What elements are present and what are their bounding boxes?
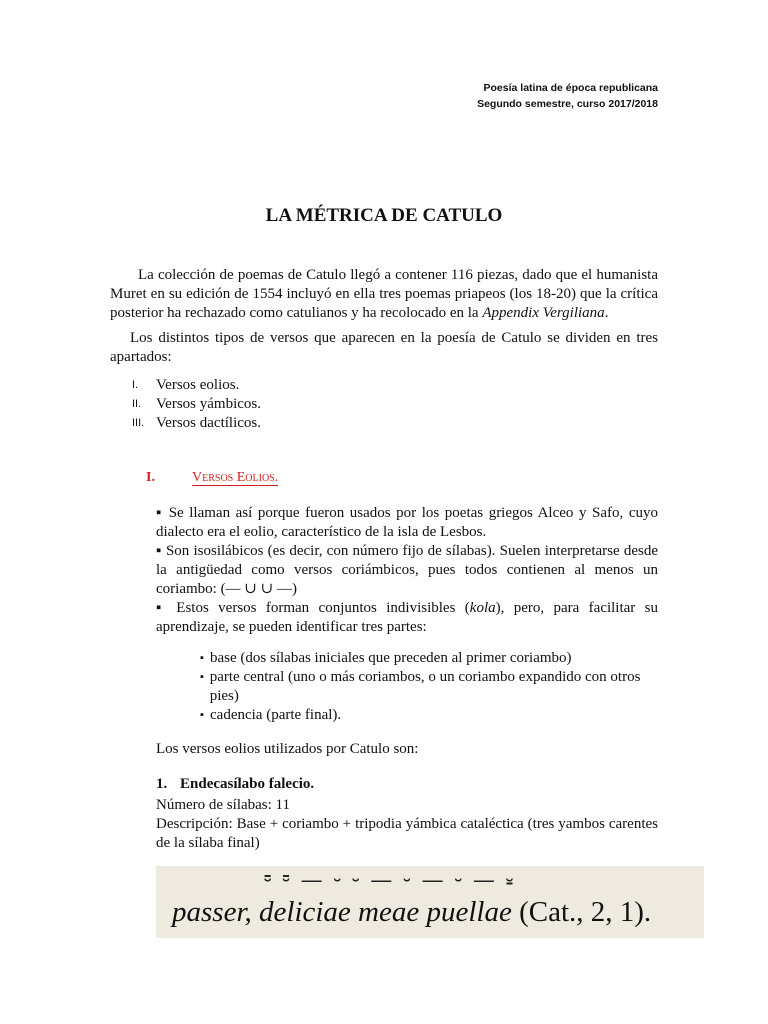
- meter-description: Descripción: Base + coriambo + tripodia yámbica cataléctica (tres yambos carentes de la sílaba final): [156, 816, 658, 851]
- list-item: I. Versos eolios.: [132, 377, 240, 393]
- intro-paragraph-1: La colección de poemas de Catulo llegó a contener 116 piezas, dado que el humanista Muret en su edición de 1554 incluyó en ella tres poemas priapeos (los 18-20) que la crítica posterior ha rechazado como catulianos y ha recolocado en la Appendix Vergiliana.: [110, 267, 658, 321]
- meter-heading: 1. Endecasílabo falecio.: [156, 776, 315, 792]
- verse-line: passer, deliciae meae puellae (Cat., 2, 1).: [172, 896, 652, 928]
- page-title: LA MÉTRICA DE CATULO: [265, 205, 503, 226]
- course-header: [477, 80, 658, 112]
- section-title: Versos Eolios.: [192, 470, 279, 485]
- course-semester: Segundo semestre, curso 2017/2018: [477, 98, 658, 110]
- appendix-title: Appendix Vergiliana: [482, 305, 605, 321]
- parts-list: [200, 649, 660, 725]
- syllable-count: Número de sílabas: 11: [156, 797, 290, 813]
- intro-paragraph-2: Los distintos tipos de versos que aparecen en la poesía de Catulo se dividen en tres apartados:: [110, 330, 658, 365]
- list-item: ▪ cadencia (parte final).: [200, 707, 342, 723]
- verse-types-list: [110, 376, 261, 433]
- eolios-bullets: [156, 504, 658, 637]
- meter-info: [156, 796, 658, 853]
- list-item: ▪ base (dos sílabas iniciales que preceden al primer coriambo): [200, 650, 572, 666]
- list-item: ▪ parte central (uno o más coriambos, o un coriambo expandido con otros pies): [200, 669, 641, 704]
- bullet-isosyllabic: ▪ Son isosilábicos (es decir, con número fijo de sílabas). Suelen interpretarse desde la antigüedad como versos coriámbicos, pues todos contienen al menos un coriambo: (— ∪ ∪ —): [156, 543, 658, 597]
- section-heading: [146, 470, 278, 486]
- section-number: I.: [146, 470, 155, 485]
- course-title: Poesía latina de época republicana: [483, 82, 658, 94]
- bullet-origin: ▪ Se llaman así porque fueron usados por los poetas griegos Alceo y Safo, cuyo dialecto era el eolio, característico de la isla de Lesbos.: [156, 505, 658, 540]
- list-item: II. Versos yámbicos.: [132, 396, 261, 412]
- verse-example-image: [156, 866, 704, 938]
- eolios-intro: Los versos eolios utilizados por Catulo son:: [156, 741, 419, 757]
- bullet-kola: ▪ Estos versos forman conjuntos indivisibles (kola), pero, para facilitar su aprendizaje, se pueden identificar tres partes:: [156, 600, 658, 635]
- list-item: III. Versos dactílicos.: [132, 415, 261, 431]
- scansion-marks: ⏒ ⏒ — ⏑ ⏑ — ⏑ — ⏑ — ⏓: [264, 868, 516, 893]
